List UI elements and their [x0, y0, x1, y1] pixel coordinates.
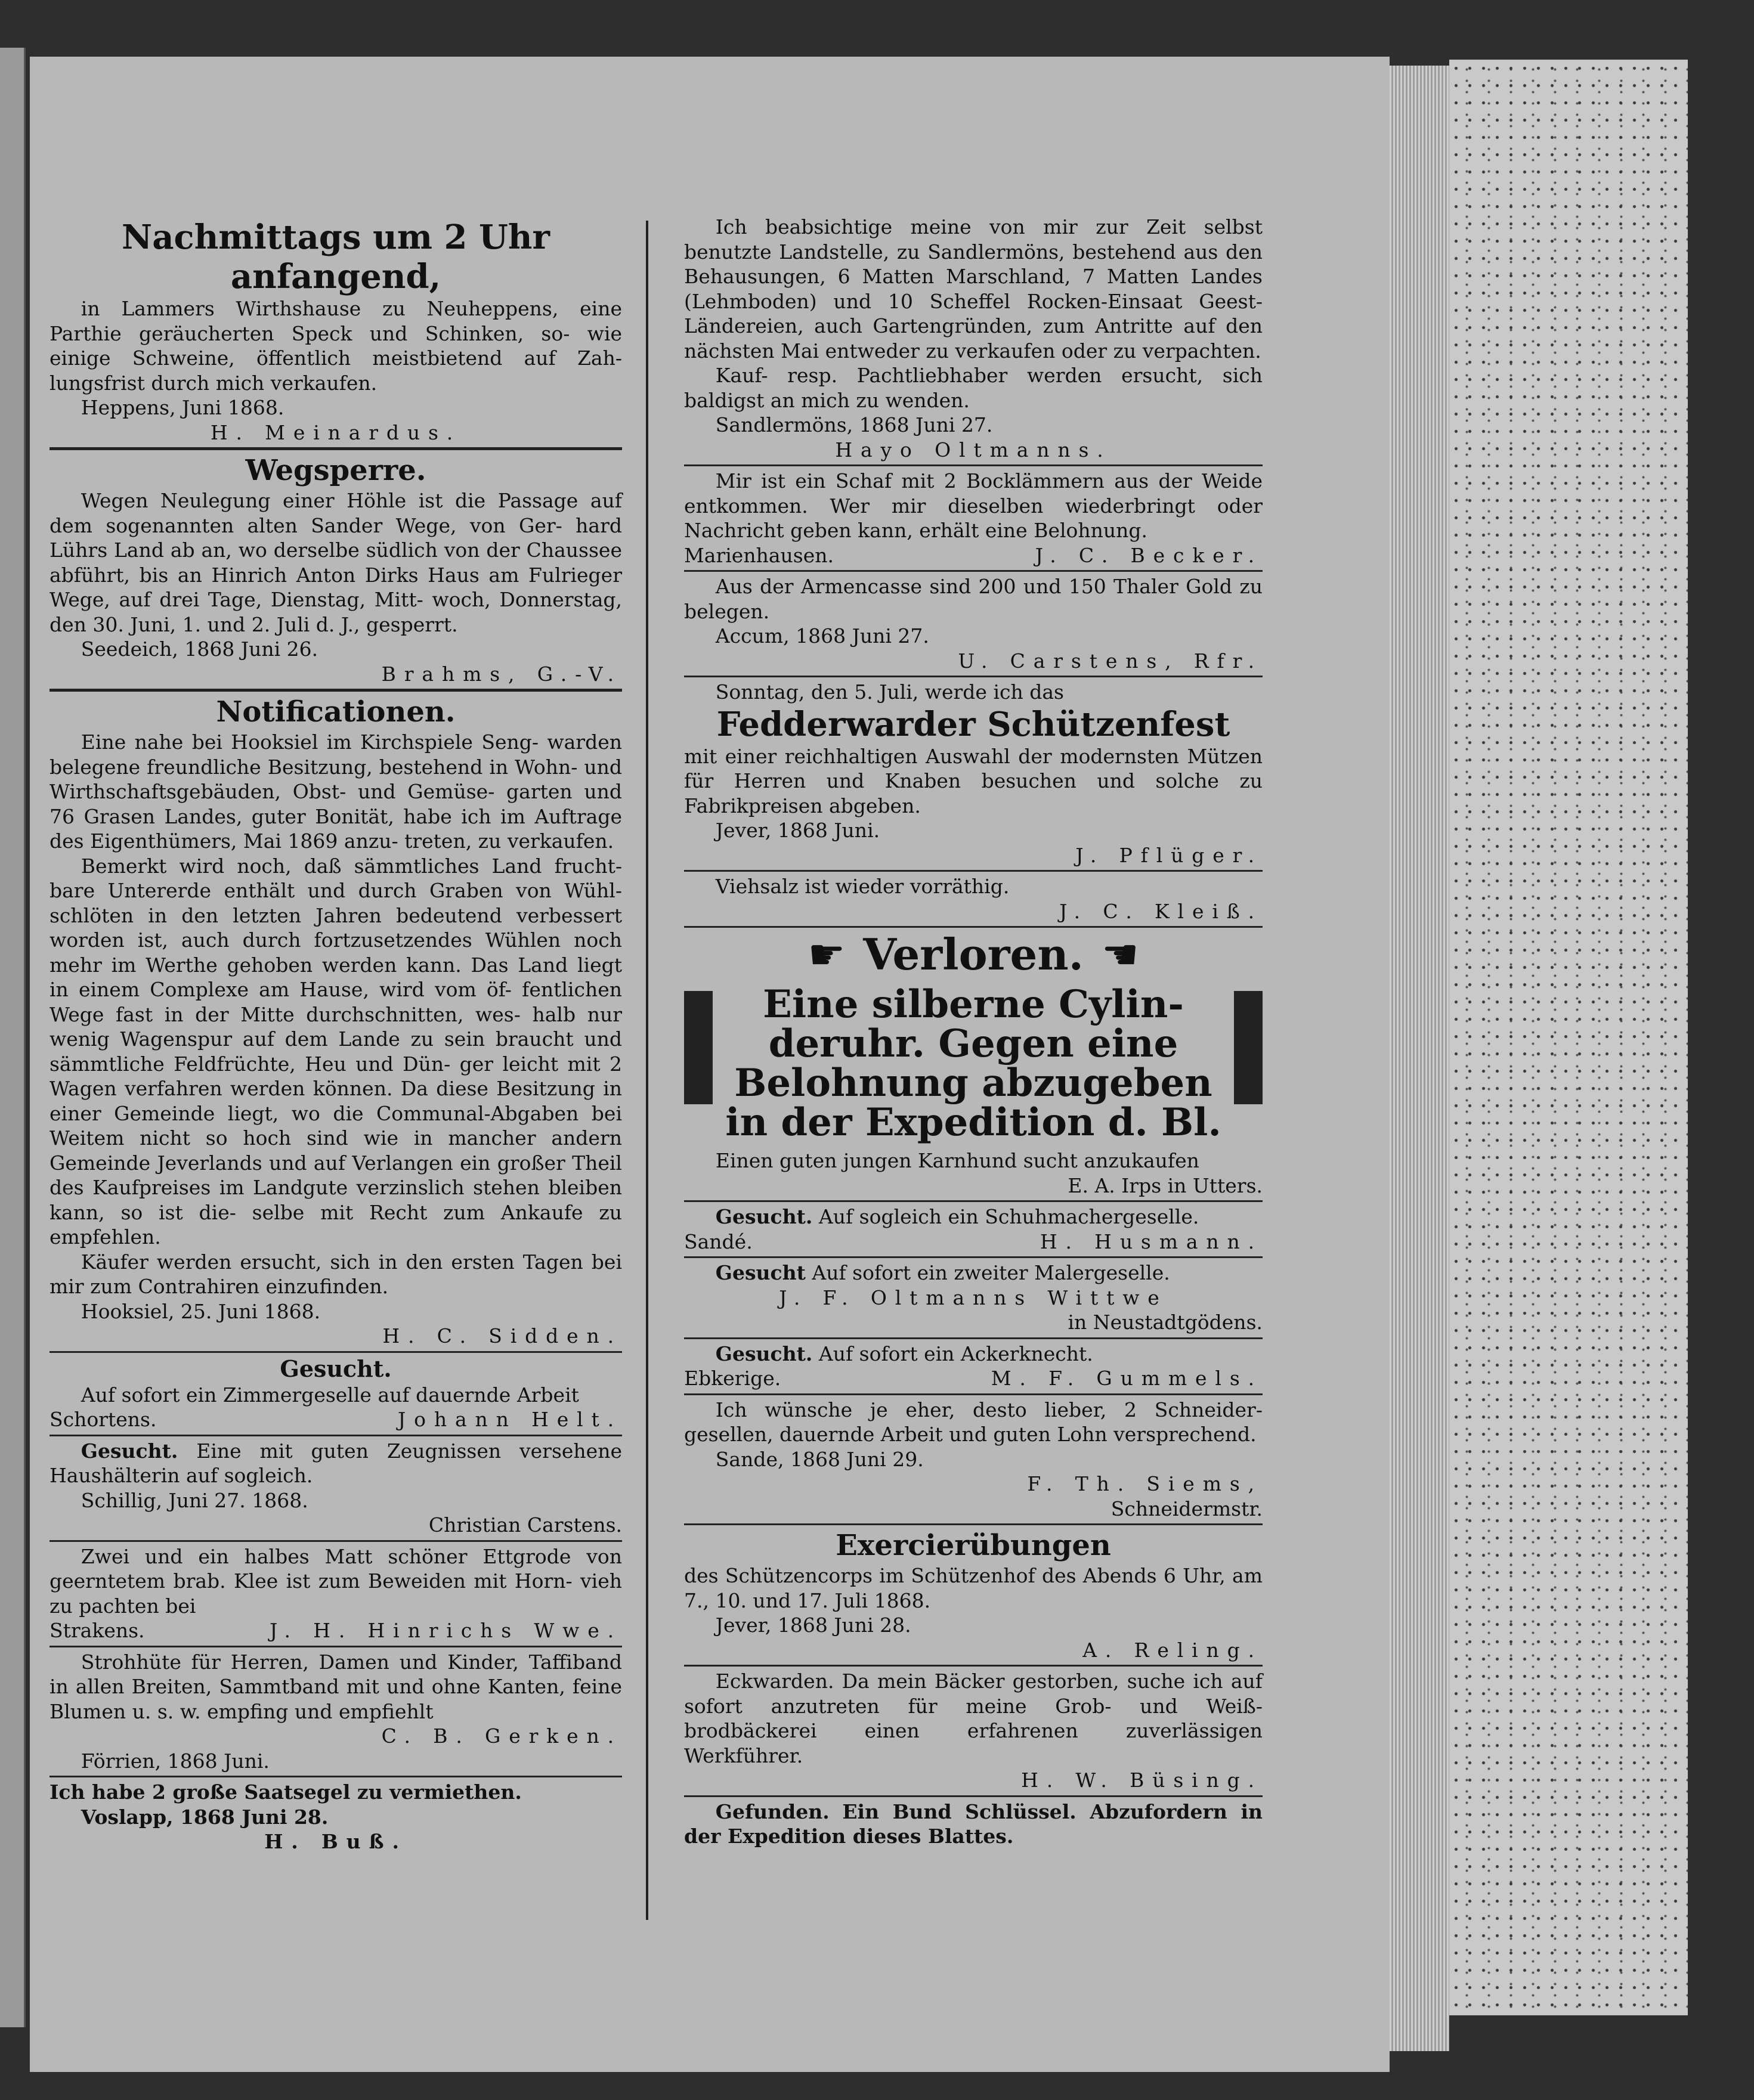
separator	[50, 689, 622, 692]
separator	[50, 1351, 622, 1353]
ad-title: Nachmittags um 2 Uhr anfangend,	[122, 218, 550, 296]
ad-title: Fedderwarder Schützenfest	[716, 704, 1230, 744]
separator	[684, 570, 1263, 572]
ad-place: Jever, 1868 Juni 28.	[715, 1613, 911, 1637]
separator	[684, 1523, 1263, 1525]
separator	[684, 1337, 1263, 1339]
ad-place: Jever, 1868 Juni.	[715, 819, 880, 842]
ad-place: Ebkerige.	[684, 1367, 781, 1390]
section-title: Notificationen.	[216, 695, 456, 729]
decorative-bar	[684, 991, 713, 1104]
ad-text: Mir ist ein Schaf mit 2 Bocklämmern aus der Weide entkommen. Wer mir dieselben wiederbringt oder Nachricht geben kann, erhält eine Belohnung.	[684, 469, 1263, 542]
ad-text: des Schützencorps im Schützenhof des Abends 6 Uhr, am 7., 10. und 17. Juli 1868.	[684, 1564, 1263, 1612]
ad-signature: A. Reling.	[1082, 1638, 1263, 1662]
separator	[684, 1200, 1263, 1202]
right-column	[684, 215, 1263, 1849]
ad-title: Verloren.	[863, 929, 1084, 980]
ad-text: Eine mit guten Zeugnissen versehene Haushälterin auf sogleich.	[50, 1439, 622, 1487]
ad-signature-title: Schneidermstr.	[1110, 1497, 1263, 1520]
ad-title: Gesucht.	[715, 1205, 813, 1228]
ad-signature: F. Th. Siems,	[1027, 1472, 1263, 1495]
ad-line: in der Expedition d. Bl.	[725, 1100, 1221, 1145]
ad-text: Einen guten jungen Karnhund sucht anzukaufen	[715, 1149, 1199, 1172]
ad-signature: H. Meinardus.	[210, 420, 462, 444]
ad-place: Strakens.	[50, 1619, 145, 1642]
ad-place: Hooksiel, 25. Juni 1868.	[81, 1299, 321, 1323]
ad-signature: Christian Carstens.	[428, 1513, 622, 1537]
pointing-hand-icon: ☛	[808, 930, 846, 979]
ad-signature: H. Buß.	[264, 1830, 407, 1853]
ad-place: Seedeich, 1868 Juni 26.	[81, 637, 318, 661]
ad-line: Eine silberne Cylin-	[763, 982, 1184, 1027]
ad-text: mit einer reichhaltigen Auswahl der modernsten Mützen für Herren und Knaben besuchen und solche zu Fabrikpreisen abgeben.	[684, 744, 1263, 817]
ad-signature: Johann Helt.	[398, 1408, 622, 1431]
separator	[684, 1665, 1263, 1667]
ad-title: Wegsperre.	[245, 454, 426, 487]
ad-line: Belohnung abzugeben	[734, 1061, 1212, 1105]
ad-signature: J. Pflüger.	[1075, 843, 1263, 867]
ad-text: Aus der Armencasse sind 200 und 150 Thaler Gold zu belegen.	[684, 575, 1263, 623]
separator	[684, 464, 1263, 466]
ad-intro: Sonntag, den 5. Juli, werde ich das	[715, 680, 1064, 704]
separator	[684, 1795, 1263, 1797]
ad-text: Zwei und ein halbes Matt schöner Ettgrode von geerntetem brab. Klee ist zum Beweiden mit Horn- vieh zu pachten bei	[50, 1544, 622, 1618]
ad-line: deruhr. Gegen eine	[768, 1021, 1178, 1066]
pointing-hand-icon: ☛	[1101, 930, 1139, 979]
separator	[684, 676, 1263, 677]
ad-place: Schillig, Juni 27. 1868.	[81, 1488, 308, 1512]
ad-signature: M. F. Gummels.	[991, 1367, 1263, 1390]
ad-text: in Lammers Wirthshause zu Neuheppens, eine Parthie geräucherten Speck und Schinken, so- wie einige Schweine, öffentlich meistbietend auf Zah- lungsfrist durch mich verkaufen.	[50, 297, 622, 395]
ad-title: Gesucht.	[715, 1342, 813, 1365]
ad-text: Ich beabsichtige meine von mir zur Zeit selbst benutzte Landstelle, zu Sandlermöns, bestehend aus den Behausungen, 6 Matten Marschland, 7 Matten Landes (Lehmboden) und 10 Scheffel Rocken-Einsaat Geest-Ländereien, auch Gartengründen, zum Antritte auf den nächsten Mai entweder zu verkaufen oder zu verpachten.	[684, 215, 1263, 363]
ad-signature: J. C. Kleiß.	[1059, 899, 1263, 923]
ad-signature: J. F. Oltmanns Wittwe	[779, 1286, 1168, 1309]
separator	[50, 1646, 622, 1647]
ad-text: Wegen Neulegung einer Höhle ist die Passage auf dem sogenannten alten Sander Wege, von Ger- hard Lührs Land ab an, wo derselbe südlich von der Chaussee abführt, bis an Hinrich Anton Dirks Haus am Fulrieger Wege, auf drei Tage, Dienstag, Mitt- woch, Donnerstag, den 30. Juni, 1. und 2. Juli d. J., gesperrt.	[50, 489, 622, 636]
ad-place: Heppens, Juni 1868.	[81, 396, 284, 419]
ad-title: Gesucht.	[280, 1355, 392, 1382]
ad-text: Auf sofort ein Zimmergeselle auf dauernde Arbeit	[81, 1383, 579, 1407]
separator	[684, 1256, 1263, 1258]
ad-place: Förrien, 1868 Juni.	[81, 1749, 270, 1773]
ad-text: Viehsalz ist wieder vorräthig.	[715, 875, 1010, 898]
ad-title: Exercierübungen	[836, 1529, 1111, 1562]
ad-signature: H. Husmann.	[1040, 1229, 1263, 1253]
ad-place: Sande, 1868 Juni 29.	[715, 1447, 924, 1471]
lost-banner	[684, 930, 1263, 979]
ad-text: Bemerkt wird noch, daß sämmtliches Land frucht- bare Untererde enthält und durch Graben von Wühl- schlöten in den letzten Jahren bedeutend verbessert worden ist, auch durch fortzusetzendes Wühlen noch mehr im Werthe gehoben werden kann. Das Land liegt in einem Complexe am Hause, wird vom öf- fentlichen Wege fast in der Mitte durchschnitten, wes- halb nur wenig Wagenspur auf dem Lande zu sein braucht und sämmtliche Feldfrüchte, Heu und Dün- ger leicht mit 2 Wagen verfahren werden können. Da diese Besitzung in einer Gemeinde liegt, wo die Communal-Abgaben bei Weitem nicht so hoch sind wie in mancher andern Gemeinde Jeverlands und auf Verlangen ein großer Theil des Kaufpreises im Landgute verzinslich stehen bleiben kann, so ist die- selbe mit Recht zum Ankaufe zu empfehlen.	[50, 854, 622, 1249]
ad-text: Auf sofort ein Ackerknecht.	[818, 1342, 1093, 1365]
ad-text: Auf sofort ein zweiter Malergeselle.	[812, 1261, 1170, 1284]
ad-signature: J. H. Hinrichs Wwe.	[269, 1619, 622, 1642]
ad-text: Strohhüte für Herren, Damen und Kinder, Taffiband in allen Breiten, Sammtband mit und ohne Kanten, feine Blumen u. s. w. empfing und empfiehlt	[50, 1650, 622, 1723]
marbled-book-edge	[1449, 60, 1688, 2015]
decorative-bar	[1234, 991, 1263, 1104]
column-divider	[646, 221, 648, 1920]
lost-watch-ad	[684, 982, 1263, 1145]
ad-place: Sandlermöns, 1868 Juni 27.	[715, 413, 993, 436]
separator	[684, 870, 1263, 872]
ad-signature: C. B. Gerken.	[381, 1724, 622, 1748]
ad-place: Accum, 1868 Juni 27.	[715, 624, 929, 648]
separator	[50, 1776, 622, 1777]
ad-title: Gesucht	[715, 1261, 806, 1284]
separator	[50, 1435, 622, 1436]
ad-title: Gefunden.	[715, 1799, 830, 1823]
ad-signature: Hayo Oltmanns.	[835, 438, 1112, 461]
left-column	[50, 218, 622, 1854]
ad-signature: E. A. Irps in Utters.	[1068, 1173, 1263, 1197]
separator	[50, 1540, 622, 1542]
ad-place: Sandé.	[684, 1229, 753, 1253]
ad-place: Schortens.	[50, 1408, 157, 1431]
ad-text: Ich wünsche je eher, desto lieber, 2 Schneider- gesellen, dauernde Arbeit und guten Lohn versprechend.	[684, 1398, 1263, 1446]
separator	[50, 447, 622, 450]
ad-place: Marienhausen.	[684, 543, 834, 567]
ad-signature: H. C. Sidden.	[382, 1324, 622, 1348]
ad-text: Ich habe 2 große Saatsegel zu vermiethen.	[50, 1780, 522, 1804]
ad-signature: Brahms, G.-V.	[381, 662, 622, 686]
ad-text: Auf sogleich ein Schuhmachergeselle.	[818, 1205, 1199, 1228]
ad-text: Ein Bund Schlüssel. Abzufordern in der Expedition dieses Blattes.	[684, 1799, 1263, 1848]
ad-text: Kauf- resp. Pachtliebhaber werden ersucht, sich baldigst an mich zu wenden.	[684, 364, 1263, 412]
ad-text: Käufer werden ersucht, sich in den ersten Tagen bei mir zum Contrahiren einzufinden.	[50, 1250, 622, 1298]
ad-signature: H. W. Büsing.	[1021, 1768, 1263, 1792]
ad-signature: J. C. Becker.	[1035, 543, 1263, 567]
separator	[684, 926, 1263, 928]
ad-place: in Neustadtgödens.	[1068, 1311, 1263, 1334]
page-block-edge	[1390, 66, 1449, 2051]
left-page-edge	[0, 48, 26, 2027]
ad-signature: U. Carstens, Rfr.	[958, 649, 1263, 673]
separator	[684, 1393, 1263, 1395]
ad-text: Eine nahe bei Hooksiel im Kirchspiele Seng- warden belegene freundliche Besitzung, bestehend in Wohn- und Wirthschaftsgebäuden, Obst- und Gemüse- garten und 76 Grasen Landes, guter Bonität, habe ich im Auftrage des Eigenthümers, Mai 1869 anzu- treten, zu verkaufen.	[50, 730, 622, 853]
ad-place: Voslapp, 1868 Juni 28.	[81, 1805, 329, 1829]
ad-title: Gesucht.	[81, 1439, 178, 1463]
ad-text: Eckwarden. Da mein Bäcker gestorben, suche ich auf sofort anzutreten für meine Grob- und Weiß- brodbäckerei einen erfahrenen zuverlässigen Werkführer.	[684, 1670, 1263, 1767]
